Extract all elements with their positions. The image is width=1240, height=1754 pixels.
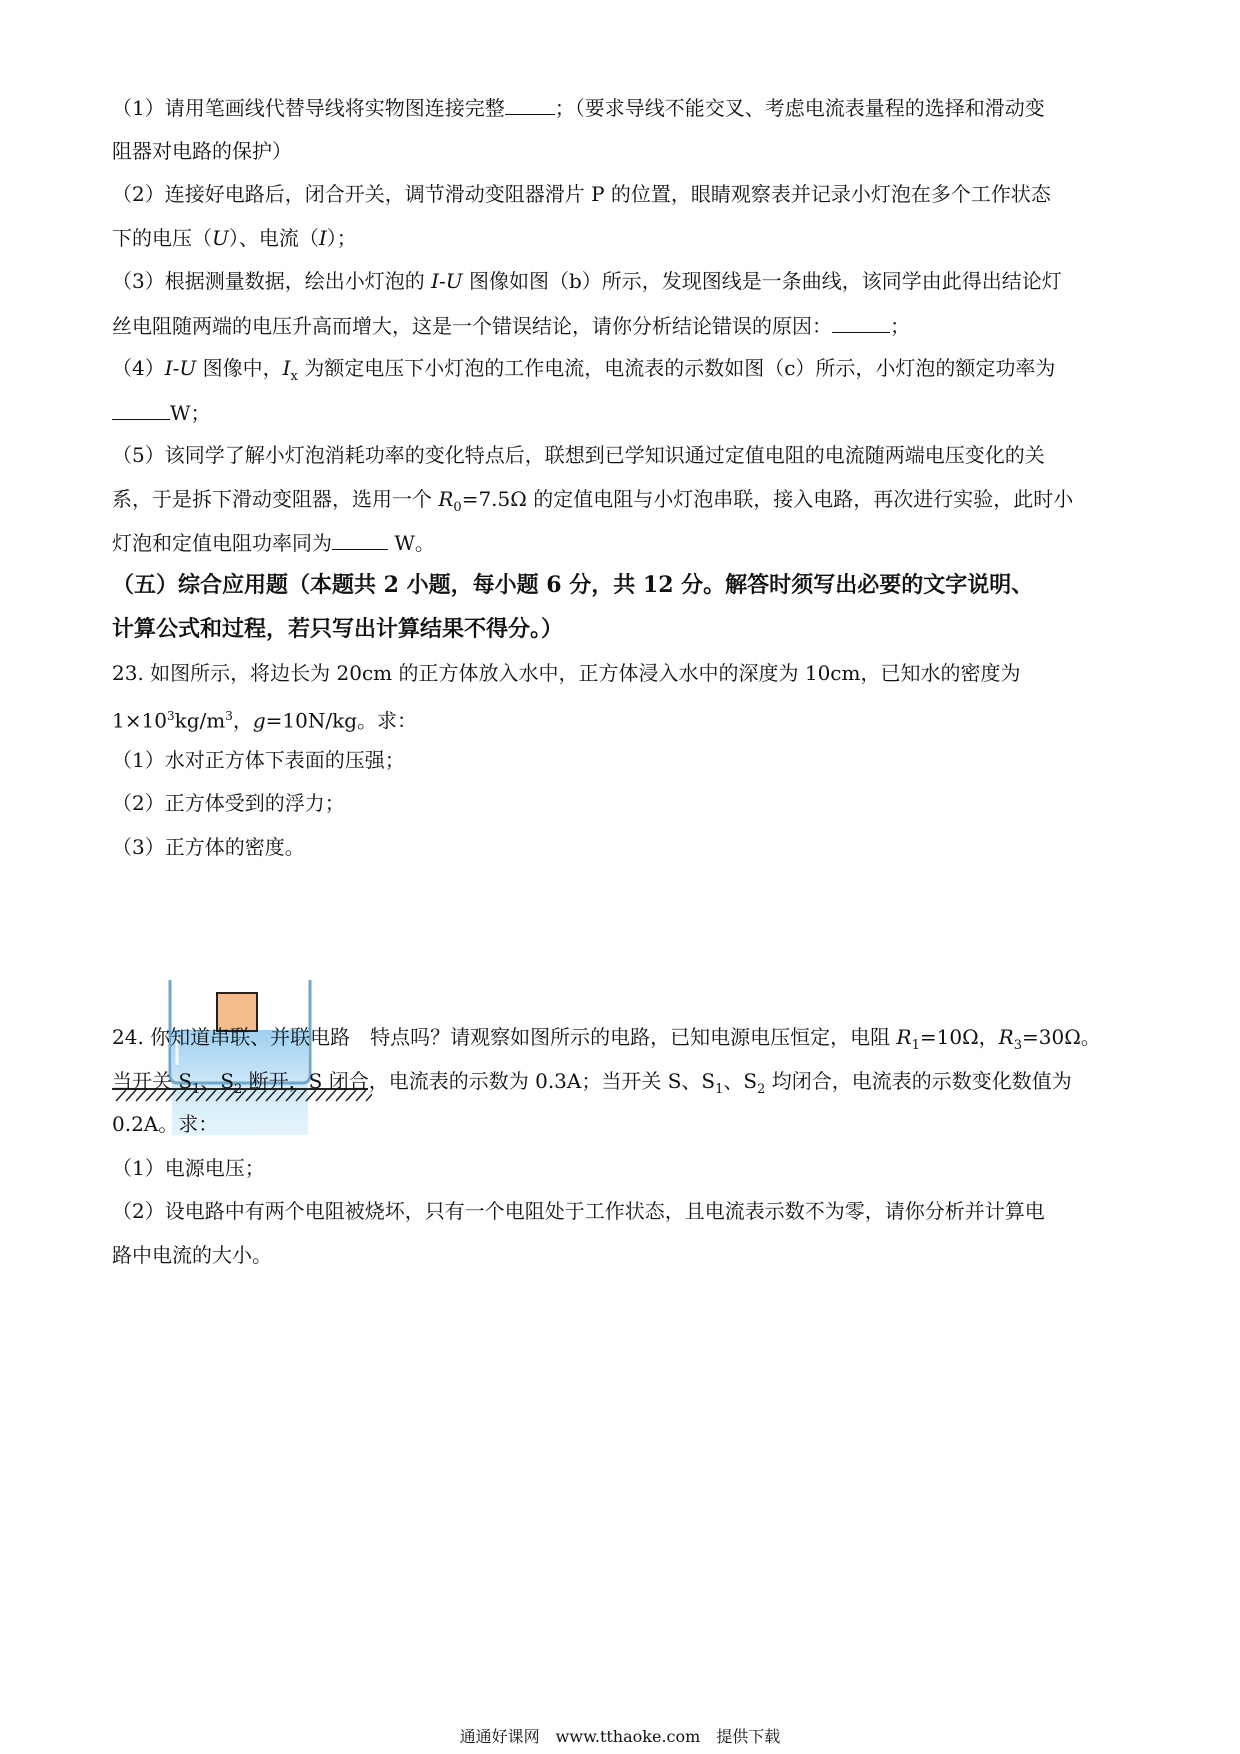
page-footer: 通通好课网 www.tthaoke.com 提供下载 [459,1727,781,1746]
text: ）、电流（ [228,226,319,250]
q23-sub2: （2）正方体受到的浮力； [112,791,345,815]
section-heading-line2: 计算公式和过程，若只写出计算结果不得分。） [112,616,564,642]
text: ）； [326,226,357,250]
q22-part5-line1: （5）该同学了解小灯泡消耗功率的变化特点后，联想到已学知识通过定值电阻的电流随两端电压变化的关 [112,443,1045,467]
q23-line2 [112,703,417,734]
answer-blank [832,312,890,333]
q22-part4-line2 [112,399,211,426]
subscript: 0 [453,500,462,515]
symbol-g: g [252,708,266,733]
q23-line1: 23. 如图所示，将边长为 20cm 的正方体放入水中，正方体浸入水中的深度为 10cm，已知水的密度为 [112,661,1021,685]
text: 下的电压（ [112,226,212,250]
subscript: 1 [911,1038,920,1053]
text: W。 [388,531,435,555]
text: 为额定电压下小灯泡的工作电流，电流表的示数如图（c）所示，小灯泡的额定功率为 [297,356,1056,380]
subscript: 2 [234,1082,243,1097]
symbol-iu: I-U [431,269,463,293]
text: 24. 你知道串联、并联电路 特点吗？请观察如图所示的电路，已知电源电压恒定，电阻 [112,1025,897,1049]
answer-blank [505,94,555,115]
text: 系，于是拆下滑动变阻器，选用一个 [112,487,439,511]
answer-blank [112,399,170,420]
q24-line1 [112,1024,1101,1059]
symbol-i: I [318,226,327,250]
q22-part2-line1: （2）连接好电路后，闭合开关，调节滑动变阻器滑片 P 的位置，眼睛观察表并记录小灯泡在多个工作状态 [112,182,1051,206]
q24-sub1: （1）电源电压； [112,1156,265,1180]
text: =7.5Ω 的定值电阻与小灯泡串联，接入电路，再次进行实验，此时小 [461,487,1074,511]
q22-part3-line2 [112,312,910,339]
text: 、S [723,1069,758,1093]
text: 、S [200,1069,235,1093]
symbol-r1: R [896,1025,912,1049]
text: ， [232,708,253,733]
text: 断开，S 闭合，电流表的示数为 0.3A；当开关 S、S [242,1069,716,1093]
superscript: 3 [225,709,233,723]
subscript: 1 [192,1082,201,1097]
text: 1×10 [112,708,167,733]
q23-sub3: （3）正方体的密度。 [112,835,305,859]
q22-part5-line3 [112,529,435,556]
text: 图像中， [196,356,283,380]
text: =10N/kg。求： [265,708,418,733]
symbol-iu: I-U [164,356,197,380]
text: （4） [112,356,165,380]
q22-part1-line2: 阻器对电路的保护） [112,139,292,163]
text: 当开关 S [112,1069,193,1093]
q24-line3: 0.2A。求： [112,1112,219,1136]
text: kg/m [174,708,226,733]
text: 灯泡和定值电阻功率同为 [112,531,332,555]
answer-blank [332,529,388,550]
q24-sub2-line2: 路中电流的大小。 [112,1243,272,1267]
q22-part1-text: （1）请用笔画线代替导线将实物图连接完整 [112,96,505,120]
text: 丝电阻随两端的电压升高而增大，这是一个错误结论，请你分析结论错误的原因： [112,314,832,338]
text: （3）根据测量数据，绘出小灯泡的 [112,269,432,293]
q23-sub1: （1）水对正方体下表面的压强； [112,748,405,772]
q22-part3-line1 [112,268,1062,294]
text: =30Ω。 [1022,1025,1101,1049]
symbol-r3: R [998,1025,1014,1049]
q22-part2-line2 [112,225,357,251]
q22-part4-line1 [112,355,1055,390]
superscript: 3 [166,709,175,723]
subscript: 3 [1013,1038,1023,1053]
subscript: 2 [757,1082,766,1097]
text: 均闭合，电流表的示数变化数值为 [765,1069,1072,1093]
subscript: 1 [715,1082,724,1097]
text: ； [890,314,910,338]
q22-part1-line1 [112,94,1045,121]
q24-line2 [112,1068,1072,1103]
symbol-r0: R [438,487,454,511]
text: 图像如图（b）所示，发现图线是一条曲线，该同学由此得出结论灯 [462,269,1062,293]
text: W； [170,401,211,425]
symbol-u: U [212,226,229,250]
subscript: x [290,369,298,384]
symbol-ix: I [282,356,291,380]
q22-part5-line2 [112,486,1073,521]
section-heading-line1: （五）综合应用题（本题共 2 小题，每小题 6 分，共 12 分。解答时须写出必要的文字说明、 [112,572,1034,598]
q24-sub2-line1: （2）设电路中有两个电阻被烧坏，只有一个电阻处于工作状态，且电流表示数不为零，请你分析并计算电 [112,1199,1045,1223]
text: =10Ω， [919,1025,999,1049]
q22-part1-text-b: ；（要求导线不能交叉、考虑电流表量程的选择和滑动变 [554,96,1045,120]
